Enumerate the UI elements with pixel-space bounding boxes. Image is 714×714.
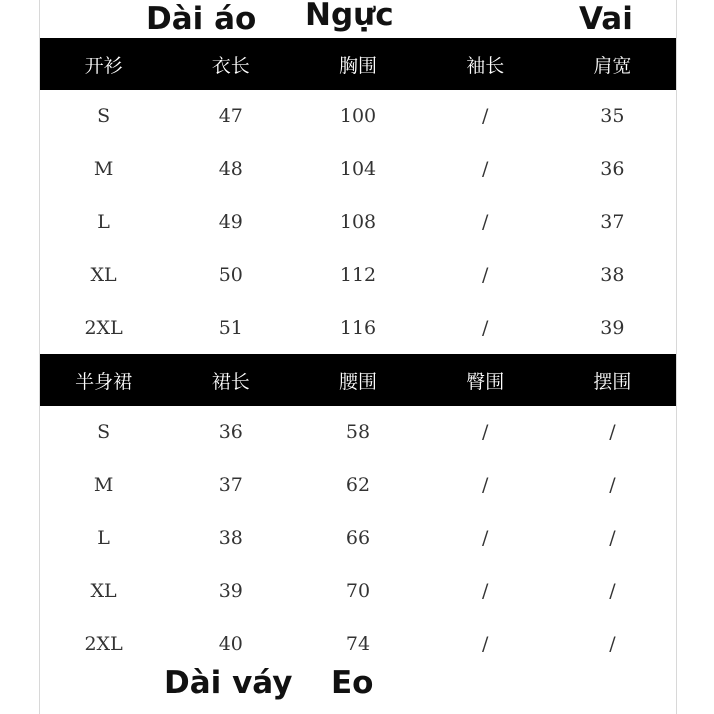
table-cell: 70 bbox=[345, 579, 371, 602]
table-cell: L bbox=[97, 526, 110, 549]
table-cell: 58 bbox=[345, 421, 371, 444]
table-cell: 47 bbox=[218, 105, 243, 128]
table-cell: 36 bbox=[218, 421, 243, 444]
table-cell: / bbox=[609, 474, 616, 497]
header-cell: 摆围 bbox=[593, 370, 632, 393]
right-border-line bbox=[676, 0, 677, 714]
skirt-size-table bbox=[40, 354, 676, 670]
header-cell: 衣长 bbox=[211, 54, 250, 77]
table-cell: / bbox=[481, 316, 489, 339]
label-shoulder: Vai bbox=[579, 1, 633, 37]
table-cell: / bbox=[481, 474, 489, 497]
header-cell: 肩宽 bbox=[593, 54, 632, 77]
table-cell: 112 bbox=[339, 263, 377, 286]
table-row bbox=[40, 564, 676, 617]
table-cell: / bbox=[609, 526, 616, 549]
header-cell: 开衫 bbox=[84, 54, 123, 77]
table-cell: 116 bbox=[339, 316, 377, 339]
table-row bbox=[40, 196, 676, 249]
header-cell: 裙长 bbox=[211, 370, 250, 393]
table-cell: S bbox=[97, 421, 111, 444]
table-cell: XL bbox=[90, 263, 117, 286]
label-chest: Ngực bbox=[305, 0, 394, 33]
label-shirt-length: Dài áo bbox=[146, 1, 257, 37]
label-waist: Eo bbox=[331, 665, 374, 701]
table-row bbox=[40, 406, 676, 459]
table-cell: / bbox=[481, 210, 489, 233]
table-cell: 35 bbox=[600, 105, 625, 128]
table-cell: / bbox=[481, 105, 489, 128]
table-cell: / bbox=[609, 632, 616, 655]
table-row bbox=[40, 301, 676, 354]
header-cell: 腰围 bbox=[338, 370, 377, 393]
header-cell: 胸围 bbox=[338, 54, 377, 77]
label-skirt-length: Dài váy bbox=[164, 665, 293, 701]
table-cell: / bbox=[609, 579, 616, 602]
header-cell: 臀围 bbox=[466, 370, 505, 393]
table-cell: 40 bbox=[218, 632, 243, 655]
table-cell: / bbox=[481, 579, 489, 602]
table-cell: / bbox=[481, 158, 489, 181]
table-cell: 51 bbox=[218, 316, 243, 339]
table-cell: M bbox=[93, 474, 114, 497]
table-cell: 2XL bbox=[84, 316, 123, 339]
header-cell: 袖长 bbox=[466, 54, 505, 77]
table-header bbox=[40, 38, 676, 90]
table-cell: XL bbox=[90, 579, 117, 602]
table-row bbox=[40, 512, 676, 565]
table-cell: 37 bbox=[218, 474, 243, 497]
header-cell: 半身裙 bbox=[75, 370, 133, 393]
table-cell: 104 bbox=[339, 158, 377, 181]
table-cell: / bbox=[481, 526, 489, 549]
cardigan-size-table bbox=[40, 38, 676, 354]
table-cell: / bbox=[481, 421, 489, 444]
table-cell: 36 bbox=[600, 158, 625, 181]
table-cell: 37 bbox=[600, 210, 625, 233]
table-row bbox=[40, 248, 676, 301]
table-row bbox=[40, 459, 676, 512]
table-cell: 50 bbox=[218, 263, 243, 286]
table-cell: 62 bbox=[345, 474, 371, 497]
table-cell: / bbox=[481, 632, 489, 655]
table-cell: 2XL bbox=[84, 632, 123, 655]
table-row bbox=[40, 90, 676, 143]
table-cell: L bbox=[97, 210, 110, 233]
table-row bbox=[40, 143, 676, 196]
table-cell: S bbox=[97, 105, 111, 128]
table-cell: 100 bbox=[339, 105, 377, 128]
table-cell: / bbox=[481, 263, 489, 286]
table-cell: 49 bbox=[218, 210, 243, 233]
table-cell: 39 bbox=[600, 316, 625, 339]
table-cell: M bbox=[93, 158, 114, 181]
table-row bbox=[40, 617, 676, 670]
table-cell: 66 bbox=[345, 526, 371, 549]
table-cell: 74 bbox=[345, 632, 371, 655]
table-cell: / bbox=[609, 421, 616, 444]
table-cell: 38 bbox=[600, 263, 625, 286]
table-cell: 108 bbox=[339, 210, 377, 233]
table-cell: 38 bbox=[218, 526, 243, 549]
table-header bbox=[40, 354, 676, 406]
table-cell: 48 bbox=[218, 158, 243, 181]
table-cell: 39 bbox=[218, 579, 243, 602]
